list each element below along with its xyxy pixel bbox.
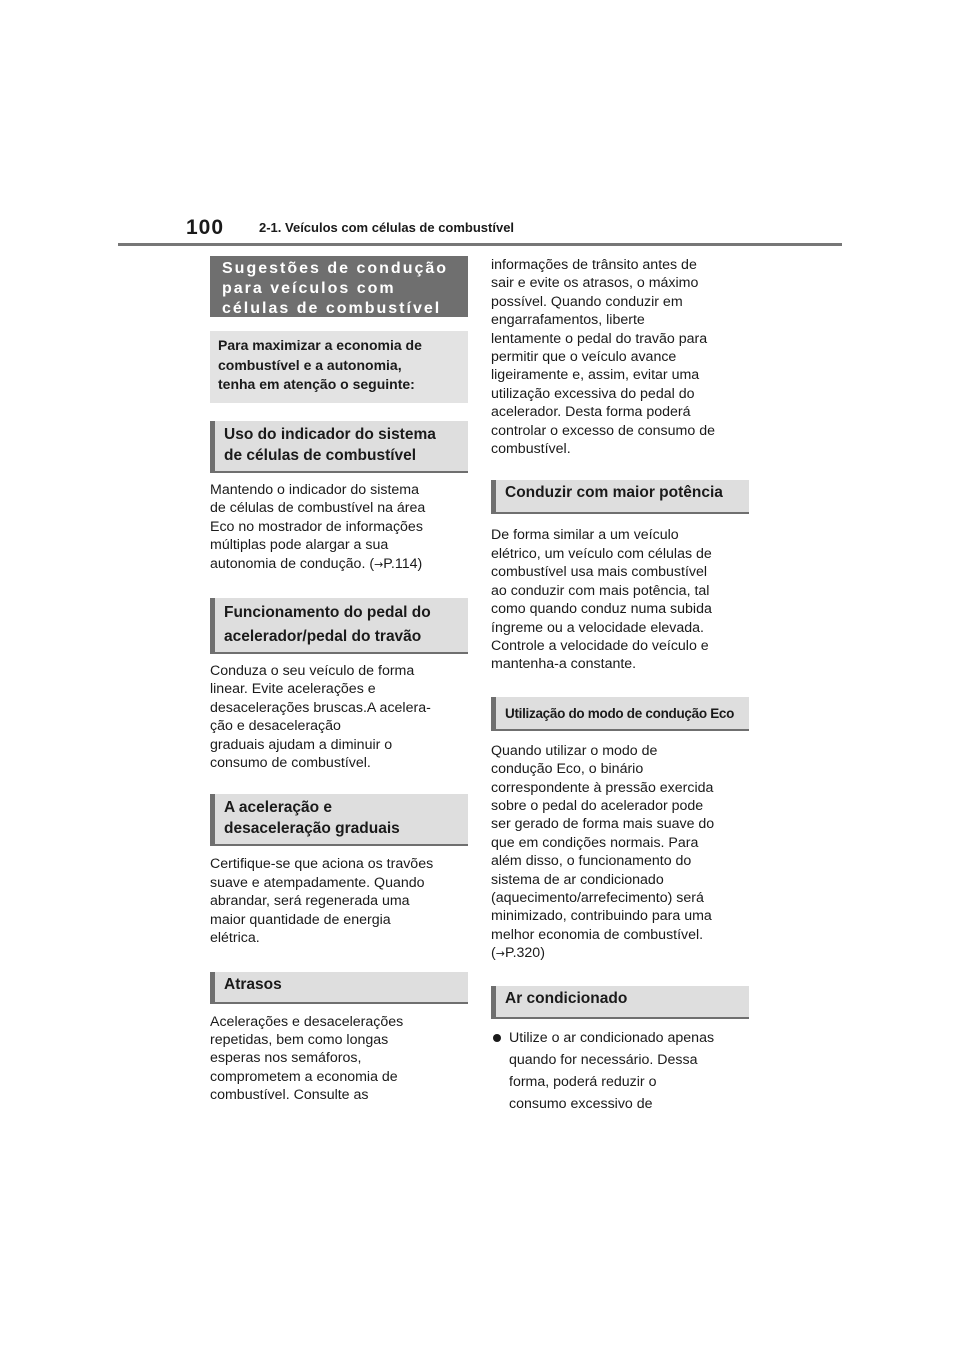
text-line: utilização excessiva do pedal do	[491, 385, 695, 402]
text-line: (aquecimento/arrefecimento) será	[491, 889, 704, 906]
bullet-icon	[493, 1034, 501, 1042]
heading-higher-power	[491, 480, 749, 514]
text-line: lentamente o pedal do travão para	[491, 330, 708, 347]
text-line: mantenha-a constante.	[491, 656, 637, 673]
chapter-title: 2-1. Veículos com células de combustível	[259, 220, 515, 235]
banner-line: para veículos com	[222, 280, 396, 297]
text-line: elétrica.	[210, 930, 260, 947]
text-line: engarrafamentos, liberte	[491, 312, 645, 329]
text-line: sobre o pedal do acelerador pode	[491, 797, 704, 814]
heading-line: Conduzir com maior potência	[505, 484, 723, 502]
text-line: que em condições normais. Para	[491, 834, 699, 851]
paragraph-eco-mode	[491, 742, 749, 964]
paragraph-gradual-acceleration	[210, 855, 468, 947]
text-fragment: (	[491, 945, 496, 962]
text-line: condução Eco, o binário	[491, 761, 644, 778]
heading-line: de células de combustível	[224, 447, 417, 464]
text-fragment: autonomia de condução. (	[210, 555, 375, 572]
paragraph-delays	[210, 1013, 468, 1105]
text-line: combustível usa mais combustível	[491, 564, 708, 581]
text-line: sistema de ar condicionado	[491, 871, 664, 888]
heading-pedal-operation	[210, 598, 468, 654]
heading-delays	[210, 972, 468, 1004]
text-line: minimizado, contribuindo para uma	[491, 908, 712, 925]
page-reference-link[interactable]: P.320)	[504, 945, 545, 962]
intro-box	[210, 331, 468, 403]
text-line: de células de combustível na área	[210, 500, 426, 517]
text-line: informações de trânsito antes de	[491, 257, 697, 273]
text-line: abrandar, será regenerada uma	[210, 893, 410, 910]
text-line: esperas nos semáforos,	[210, 1050, 362, 1067]
banner-line: células de combustível	[222, 300, 442, 317]
text-line: como quando conduz numa subida	[491, 601, 712, 618]
section-banner	[210, 256, 468, 317]
page-number: 100	[186, 216, 225, 239]
paragraph-higher-power	[491, 526, 749, 673]
intro-line: tenha em atenção o seguinte:	[218, 376, 415, 392]
left-column	[210, 256, 468, 1105]
list-item	[491, 1027, 749, 1115]
text-line: Acelerações e desacelerações	[210, 1013, 404, 1030]
text-line: controlar o excesso de consumo de	[491, 422, 715, 439]
text-line: consumo excessivo de	[509, 1095, 653, 1112]
text-line	[491, 944, 749, 963]
intro-line: combustível e a autonomia,	[218, 356, 402, 373]
text-line: além disso, o funcionamento do	[491, 853, 692, 870]
text-line: repetidas, bem como longas	[210, 1031, 389, 1048]
text-line: Controle a velocidade do veículo e	[491, 637, 709, 654]
text-line: suave e atempadamente. Quando	[210, 874, 425, 891]
text-line: possível. Quando conduzir em	[491, 293, 683, 310]
text-line: Utilize o ar condicionado apenas	[509, 1029, 715, 1046]
text-line: Eco no mostrador de informações	[210, 518, 423, 535]
text-line: ligeiramente e, assim, evitar uma	[491, 367, 700, 384]
text-line: ser gerado de forma mais suave do	[491, 816, 715, 833]
heading-line: Atrasos	[224, 975, 282, 993]
text-line: De forma similar a um veículo	[491, 527, 679, 544]
heading-line: Ar condicionado	[505, 989, 628, 1007]
text-line: Certifique-se que aciona os travões	[210, 856, 434, 873]
paragraph-fuel-cell-indicator	[210, 481, 468, 574]
heading-gradual-acceleration	[210, 794, 468, 846]
page-reference-link[interactable]: P.114)	[383, 555, 423, 572]
text-line: quando for necessário. Dessa	[509, 1051, 698, 1068]
text-line: maior quantidade de energia	[210, 911, 391, 928]
text-line: acelerador. Desta forma poderá	[491, 404, 691, 421]
heading-line: Utilização do modo de condução Eco	[505, 705, 735, 721]
intro-line: Para maximizar a economia de	[218, 337, 422, 353]
text-line: forma, poderá reduzir o	[509, 1073, 657, 1090]
text-line	[210, 555, 468, 574]
text-line: Quando utilizar o modo de	[491, 742, 658, 759]
text-line: íngreme ou a velocidade elevada.	[491, 619, 704, 636]
heading-eco-mode	[491, 697, 749, 731]
text-line: elétrico, um veículo com células de	[491, 545, 712, 562]
banner-line: Sugestões de condução	[222, 260, 449, 277]
right-column	[491, 256, 749, 1115]
heading-line: A aceleração e	[224, 799, 333, 817]
heading-line: Uso do indicador do sistema	[224, 426, 436, 443]
text-line: combustível. Consulte as	[210, 1087, 369, 1104]
text-line: combustível.	[491, 441, 571, 458]
text-line: desacelerações bruscas.A acelera-	[210, 699, 431, 716]
paragraph-pedal-operation	[210, 662, 468, 772]
header-divider	[118, 243, 842, 246]
text-line: ao conduzir com mais potência, tal	[491, 582, 710, 599]
text-line: ção e desaceleração	[210, 718, 341, 735]
paragraph-delays-continued	[491, 256, 749, 458]
arrow-right-icon: →	[495, 947, 505, 961]
text-line: linear. Evite acelerações e	[210, 681, 376, 698]
text-line: múltiplas pode alargar a sua	[210, 537, 389, 554]
text-line: graduais ajudam a diminuir o	[210, 736, 393, 753]
text-line: sair e evite os atrasos, o máximo	[491, 275, 699, 292]
arrow-right-icon: →	[374, 557, 384, 571]
heading-line: desaceleração graduais	[224, 820, 400, 838]
heading-line: acelerador/pedal do travão	[224, 628, 422, 646]
text-line: consumo de combustível.	[210, 755, 371, 772]
text-line: permitir que o veículo avance	[491, 349, 677, 366]
heading-air-conditioning	[491, 986, 749, 1019]
heading-line: Funcionamento do pedal do	[224, 604, 431, 622]
heading-fuel-cell-indicator	[210, 421, 468, 473]
text-line: melhor economia de combustível.	[491, 926, 704, 943]
text-line: Conduza o seu veículo de forma	[210, 663, 415, 680]
text-line: correspondente à pressão exercida	[491, 779, 714, 796]
text-line: comprometem a economia de	[210, 1068, 398, 1085]
text-line: Mantendo o indicador do sistema	[210, 482, 419, 498]
